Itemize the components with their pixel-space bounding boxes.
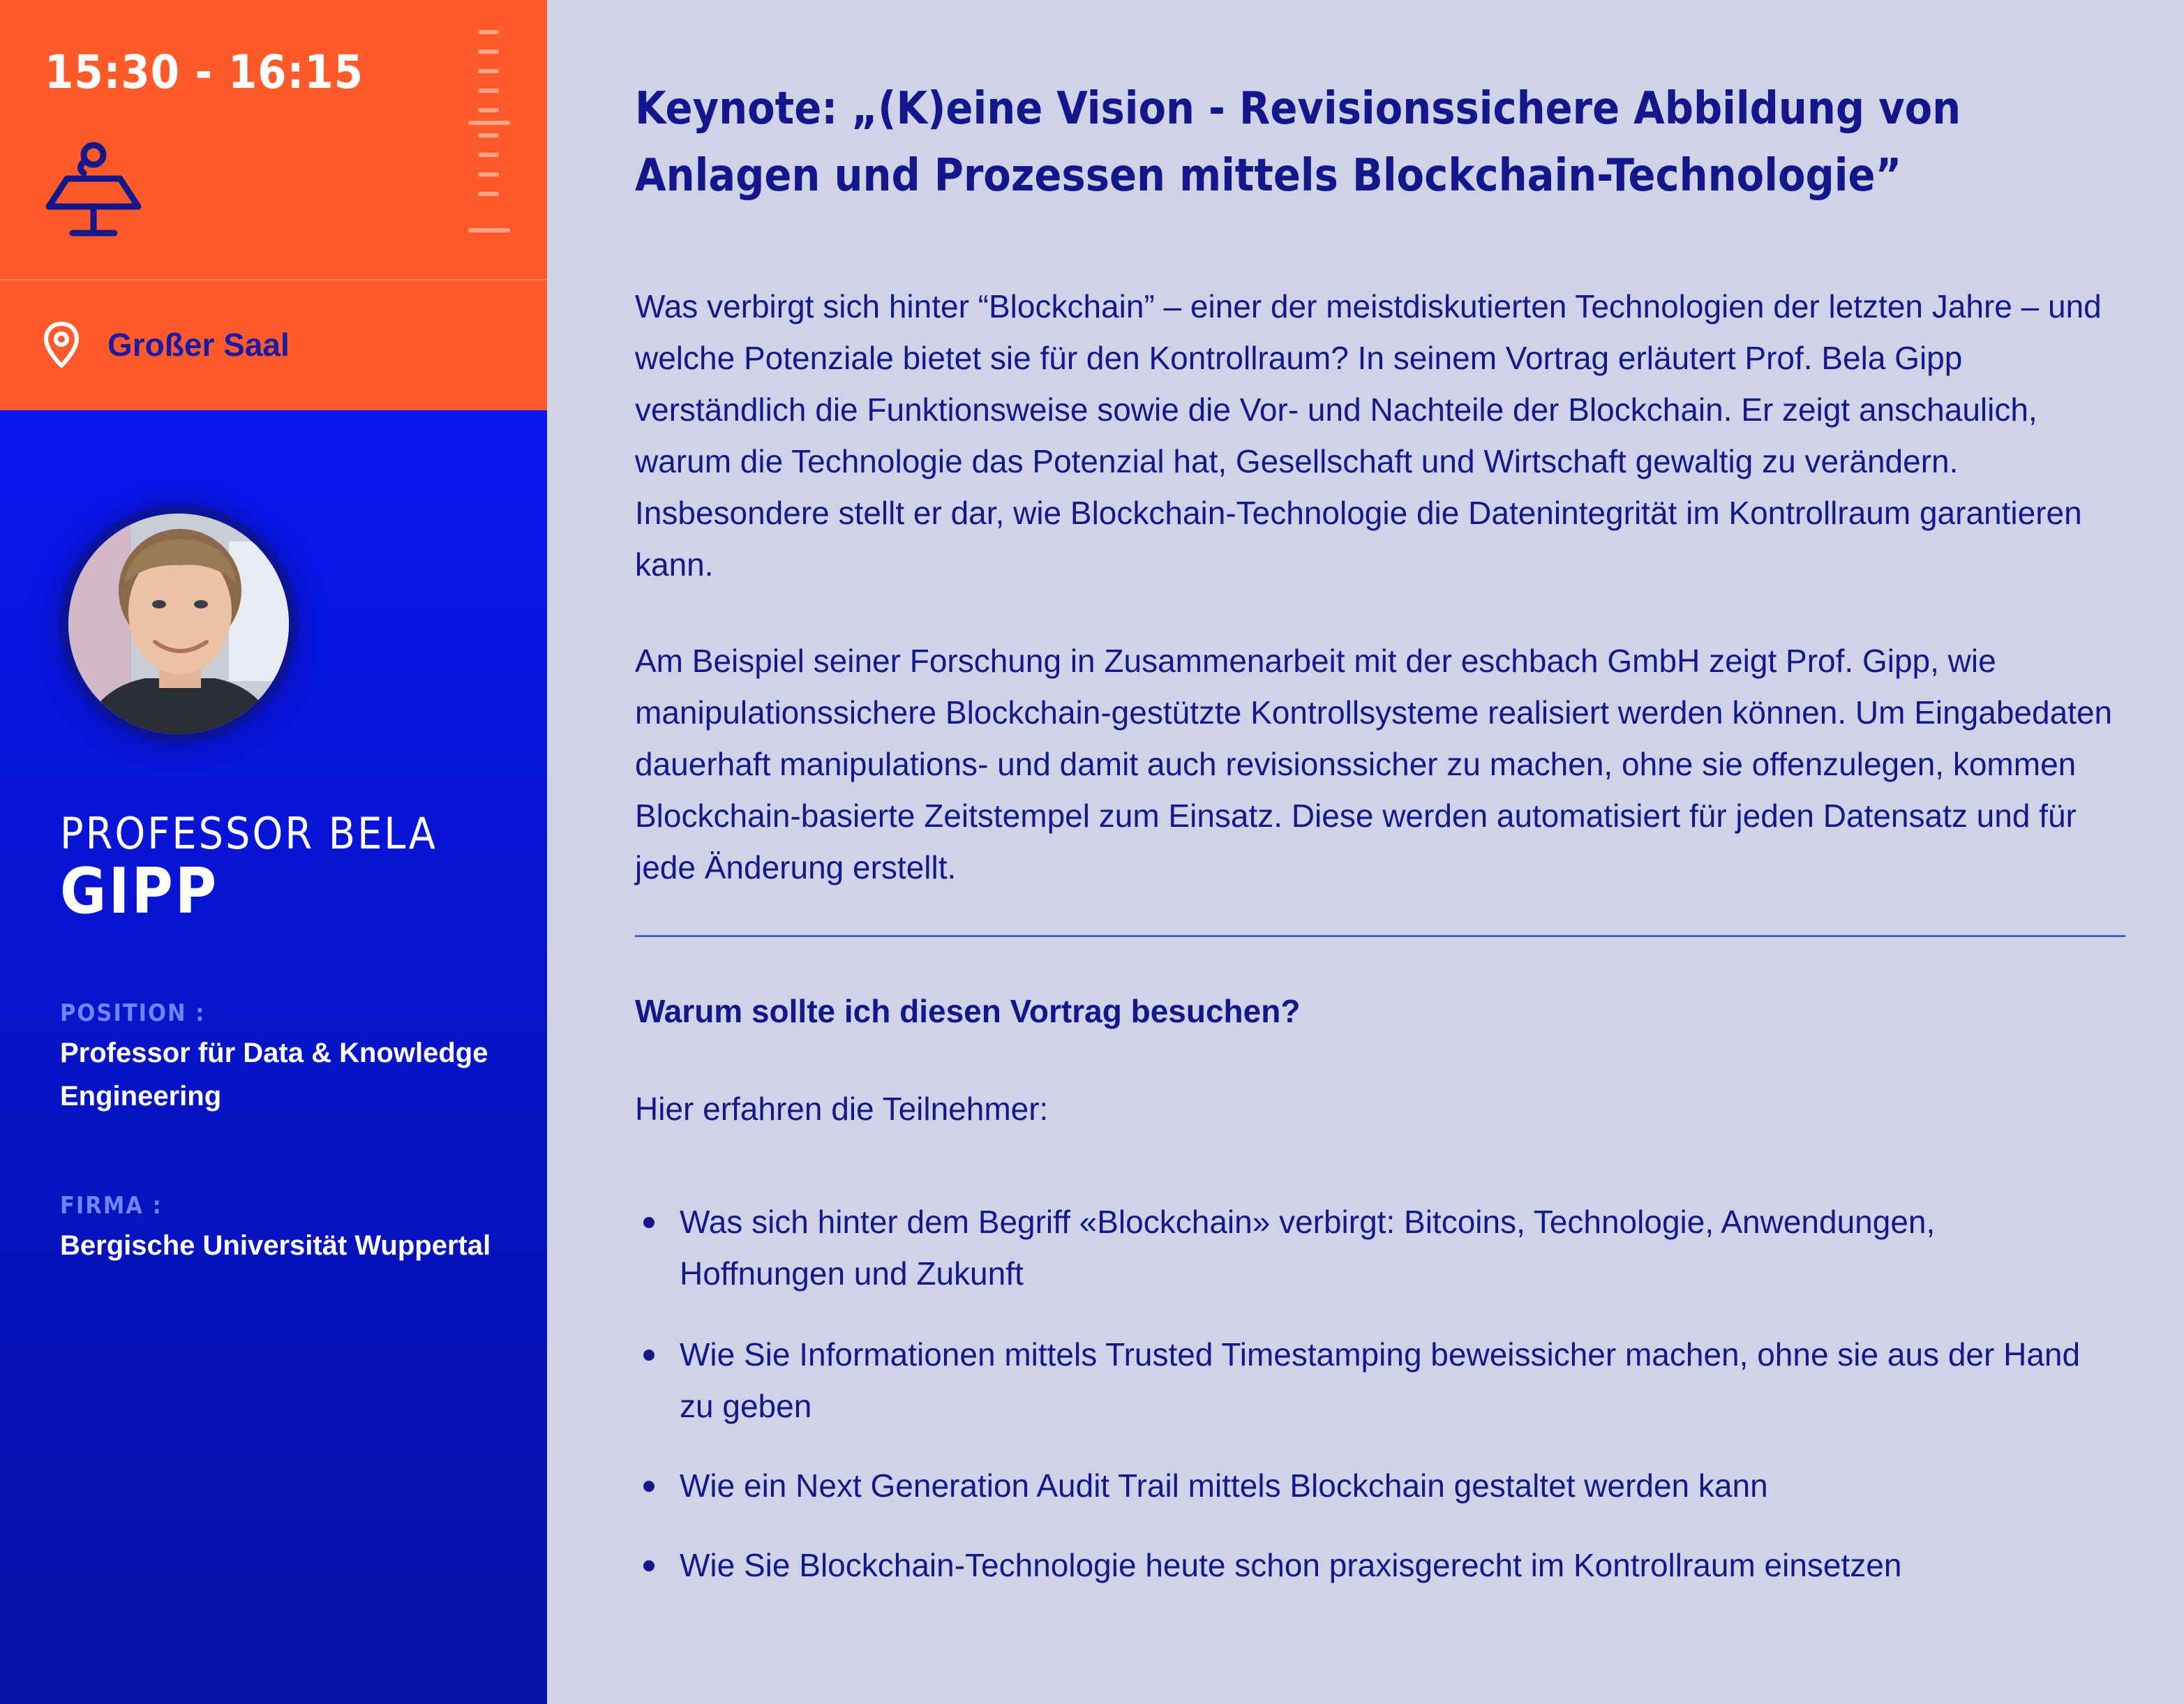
scale-ruler-icon [466, 28, 515, 237]
session-time: 15:30 - 16:15 [45, 45, 364, 99]
bullet-dot-icon [643, 1350, 655, 1361]
talk-details [547, 0, 2184, 1704]
talk-description-paragraph: Was verbirgt sich hinter “Blockchain” – einer der meistdiskutierten Technologien der letzten Jahre – und welche Potenziale bietet sie für den Kontrollraum? In seinem Vortrag erläutert Prof. Bela Gipp verständlich die Funktionsweise sowie die Vor- und Nachteile der Blockchain. Er zeigt anschaulich, warum die Technologie das Potenzial hat, Gesellschaft und Wirtschaft gewaltig zu verändern. Insbesondere stellt er dar, wie Blockchain-Technologie die Datenintegrität im Kontrollraum garantieren kann. [635, 288, 2102, 583]
bullet-dot-icon [643, 1481, 655, 1492]
speaker-last-name: GIPP [60, 855, 219, 928]
session-location-panel [0, 279, 547, 410]
position-label: POSITION : [60, 999, 206, 1027]
speaker-panel [0, 410, 547, 1704]
talk-title: Keynote: „(K)eine Vision - Revisionssichere Abbildung von Anlagen und Prozessen mittels Blockchain-Technologie” [635, 83, 1961, 202]
position-value: Professor für Data & Knowledge Engineering [60, 1038, 488, 1112]
podium-icon [42, 140, 145, 243]
map-pin-icon [42, 321, 81, 370]
speaker-first-name: PROFESSOR BELA [60, 808, 437, 859]
section-divider [635, 935, 2125, 937]
talk-description-paragraph: Am Beispiel seiner Forschung in Zusammenarbeit mit der eschbach GmbH zeigt Prof. Gipp, wie manipulationssichere Blockchain-gestützte Kontrollsysteme realisiert werden können. Um Eingabedaten dauerhaft manipulations- und damit auch revisionssicher zu machen, ohne sie offenzulegen, kommen Blockchain-basierte Zeitstempel zum Einsatz. Diese werden automatisiert für jeden Datensatz und für jede Änderung erstellt. [635, 643, 2113, 885]
benefit-text: Wie Sie Informationen mittels Trusted Timestamping beweissicher machen, ohne sie aus der Hand zu geben [680, 1336, 2081, 1424]
bullet-dot-icon [643, 1560, 655, 1571]
session-location: Großer Saal [107, 327, 290, 363]
speaker-avatar [60, 505, 297, 742]
company-label: FIRMA : [60, 1192, 163, 1220]
why-attend-heading: Warum sollte ich diesen Vortrag besuchen? [635, 993, 1301, 1029]
benefit-text: Was sich hinter dem Begriff «Blockchain» verbirgt: Bitcoins, Technologie, Anwendungen, Hoffnungen und Zukunft [680, 1204, 1936, 1292]
session-sidebar [0, 0, 547, 1704]
company-value: Bergische Universität Wuppertal [60, 1230, 491, 1261]
bullet-dot-icon [643, 1217, 655, 1228]
benefit-text: Wie ein Next Generation Audit Trail mittels Blockchain gestaltet werden kann [680, 1467, 1768, 1504]
session-time-panel [0, 0, 547, 279]
benefit-text: Wie Sie Blockchain-Technologie heute schon praxisgerecht im Kontrollraum einsetzen [680, 1547, 1902, 1583]
benefits-intro: Hier erfahren die Teilnehmer: [635, 1091, 1049, 1127]
